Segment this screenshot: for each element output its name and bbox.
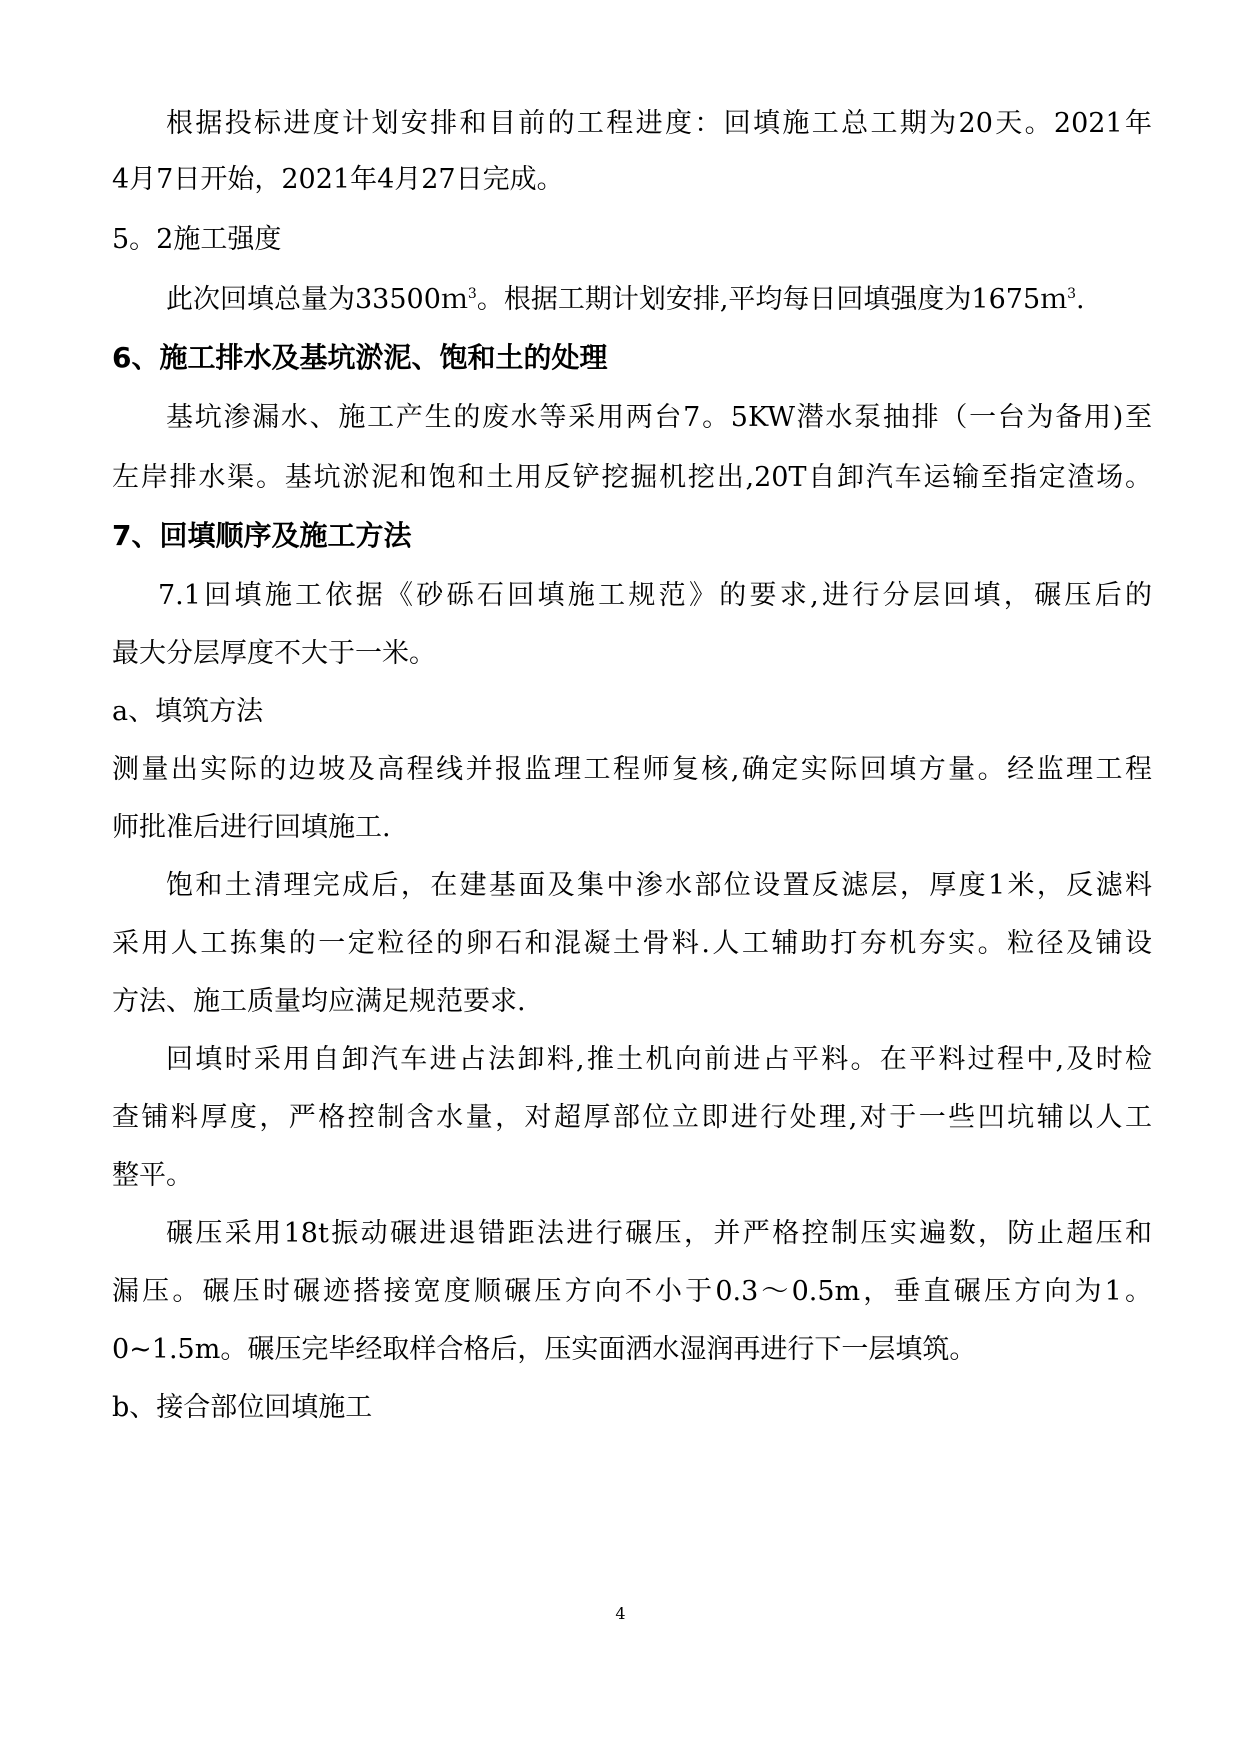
- subheading-filling-method: a、填筑方法: [112, 696, 264, 727]
- paragraph-drainage-line-1: 基坑渗漏水、施工产生的废水等采用两台7。5KW潜水泵抽排（一台为备用)至: [166, 402, 1152, 433]
- paragraph-rolling-line-1: 碾压采用18t振动碾进退错距法进行碾压，并严格控制压实遍数，防止超压和: [166, 1218, 1152, 1249]
- page-number: 4: [615, 1604, 626, 1623]
- subheading-joint-backfill: b、接合部位回填施工: [112, 1392, 373, 1423]
- paragraph-schedule-line-2: 4月7日开始，2021年4月27日完成。: [112, 164, 564, 195]
- paragraph-dumping-line-3: 整平。: [112, 1160, 193, 1191]
- heading-section-6: 6、施工排水及基坑淤泥、饱和土的处理: [112, 341, 608, 374]
- paragraph-rolling-line-2: 漏压。碾压时碾迹搭接宽度顺碾压方向不小于0.3～0.5m，垂直碾压方向为1。: [112, 1276, 1152, 1307]
- intensity-text-1: 此次回填总量为33500ｍ: [166, 284, 468, 315]
- paragraph-7-1-line-1: 7.1回填施工依据《砂砾石回填施工规范》的要求,进行分层回填，碾压后的: [158, 580, 1152, 611]
- paragraph-dumping-line-2: 查铺料厚度，严格控制含水量，对超厚部位立即进行处理,对于一些凹坑辅以人工: [112, 1102, 1152, 1133]
- paragraph-filter-line-1: 饱和土清理完成后，在建基面及集中渗水部位设置反滤层，厚度1米，反滤料: [166, 870, 1152, 901]
- heading-section-7: 7、回填顺序及施工方法: [112, 519, 412, 552]
- paragraph-schedule-line-1: 根据投标进度计划安排和目前的工程进度：回填施工总工期为20天。2021年: [166, 108, 1152, 139]
- paragraph-filter-line-3: 方法、施工质量均应满足规范要求.: [112, 986, 526, 1017]
- paragraph-7-1-line-2: 最大分层厚度不大于一米。: [112, 638, 436, 669]
- superscript-3-b: 3: [1067, 286, 1077, 302]
- superscript-3-a: 3: [467, 286, 477, 302]
- subheading-construction-intensity: 5。2施工强度: [112, 224, 282, 255]
- paragraph-intensity: [166, 280, 1152, 320]
- paragraph-drainage-line-2: 左岸排水渠。基坑淤泥和饱和土用反铲挖掘机挖出,20T自卸汽车运输至指定渣场。: [112, 462, 1152, 493]
- intensity-period: .: [1076, 284, 1085, 315]
- paragraph-survey-line-2: 师批准后进行回填施工.: [112, 812, 391, 843]
- paragraph-rolling-line-3: 0~1.5m。碾压完毕经取样合格后，压实面洒水湿润再进行下一层填筑。: [112, 1334, 977, 1365]
- paragraph-dumping-line-1: 回填时采用自卸汽车进占法卸料,推土机向前进占平料。在平料过程中,及时检: [166, 1044, 1152, 1075]
- paragraph-filter-line-2: 采用人工拣集的一定粒径的卵石和混凝土骨料.人工辅助打夯机夯实。粒径及铺设: [112, 928, 1152, 959]
- intensity-text-2: 。根据工期计划安排,平均每日回填强度为1675ｍ: [476, 284, 1068, 315]
- paragraph-survey-line-1: 测量出实际的边坡及高程线并报监理工程师复核,确定实际回填方量。经监理工程: [112, 754, 1152, 785]
